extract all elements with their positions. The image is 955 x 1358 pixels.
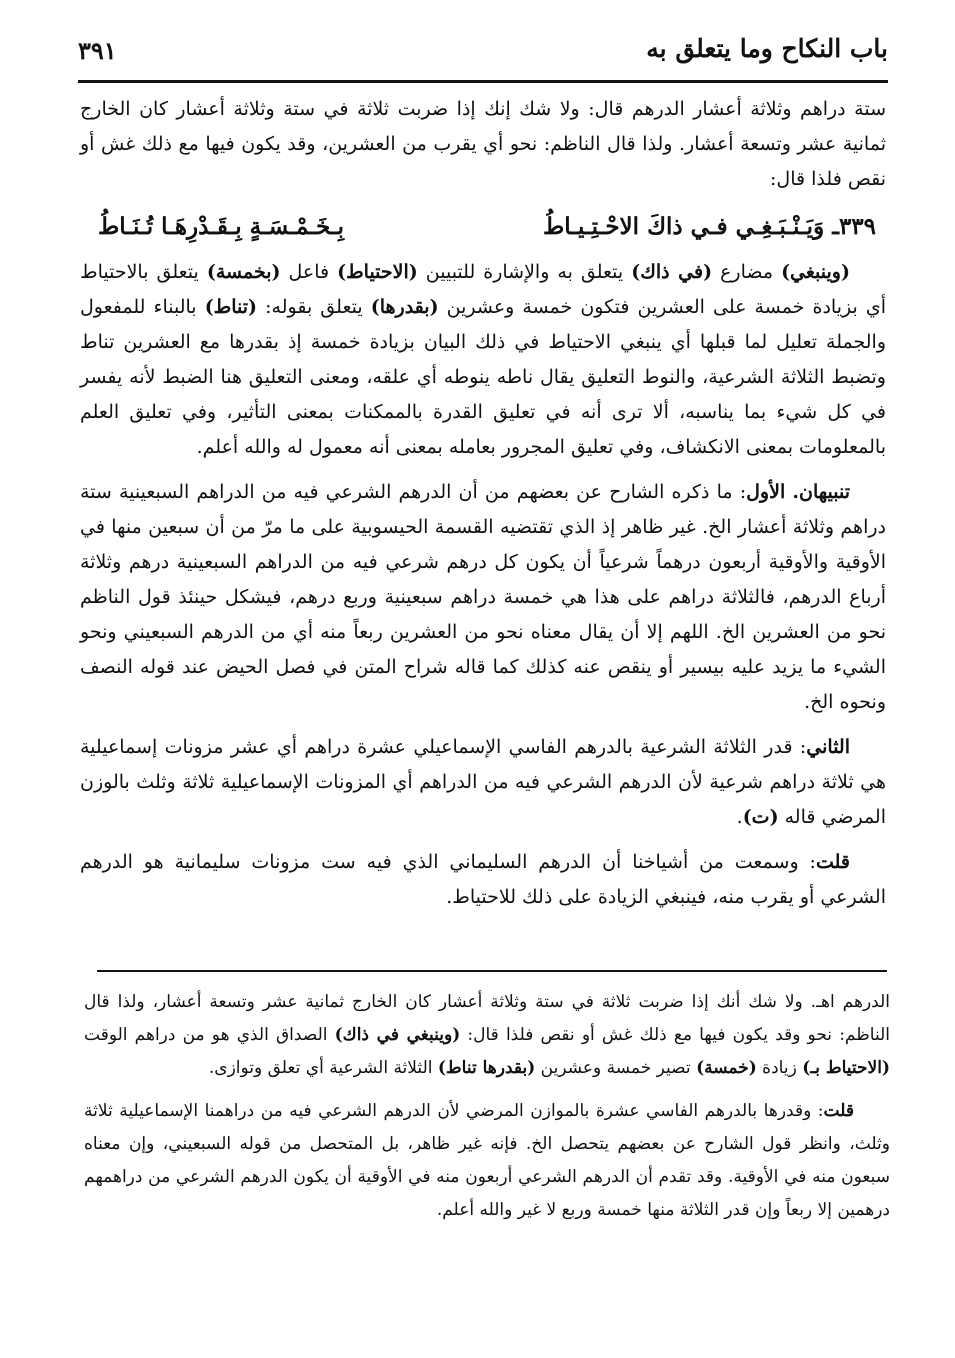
commentary-paragraph [80, 255, 886, 465]
footnote-term: (الاحتياط بـ) [802, 1058, 890, 1078]
second-label: الثاني [806, 736, 850, 758]
footnote-text: زيادة [756, 1058, 803, 1078]
commentary-text: يتعلق به والإشارة للتبيين [417, 261, 632, 283]
qult-label: قلت [815, 851, 850, 873]
qult-text: : وسمعت من أشياخنا أن الدرهم السليماني الذي فيه ست مزونات سليمانية هو الدرهم الشرعي أو يقرب منه، فينبغي الزيادة على ذلك للاحتياط. [80, 851, 886, 908]
footnote-text: : وقدرها بالدرهم الفاسي عشرة بالموازن المرضي لأن الدرهم الشرعي فيه من دراهمنا الإسماعيلية ثلاثة وثلث، وانظر قول الشارح عن بعضهم يتحصل الخ. فإنه غير ظاهر، بل المتحصل من قوله السبعيني، وإن معناه سبعون منه في الأوقية. وقد تقدم أن الدرهم الشرعي أربعون منه في الأوقية أن يكون الدرهم الشرعي من دراهمهم درهمين إلا ربعاً وإن قدر الثلاثة منها خمسة وربع لا غير والله أعلم. [84, 1101, 890, 1220]
verse-line [80, 207, 886, 249]
second-paragraph [80, 730, 886, 835]
commentary-text: مضارع [712, 261, 782, 283]
qult-paragraph [80, 845, 886, 915]
intro-paragraph: ستة دراهم وثلاثة أعشار الدرهم قال: ولا شك إنك إذا ضربت ثلاثة في ستة وثلاثة أعشار كان الخارج ثمانية عشر وتسعة أعشار. ولذا قال الناظم: نحو أي يقرب من العشرين، وقد يكون فيها مع ذلك غش أو نقص فلذا قال: [80, 98, 886, 190]
source-abbr: (ت) [742, 806, 779, 828]
footnote-qult-label: قلت [823, 1101, 854, 1121]
second-end: . [736, 806, 743, 828]
term-wa-yanbaghi: (وينبغي) [781, 261, 850, 283]
footnote-text: الدرهم اهـ. ولا شك أنك إذا ضربت ثلاثة في ستة وثلاثة أعشار كان الخارج ثمانية عشر وتسعة أعشار، ولذا قال الناظم: نحو وقد يكون فيها مع ذلك غش أو نقص فلذا قال: [84, 992, 890, 1045]
verse-first-hemistich: ٣٣٩ـ وَيَـنْـبَـغِـي فـي ذاكَ الاحْـتِـيـاطُ [542, 213, 876, 240]
footnote-paragraph-1 [84, 986, 890, 1085]
footnote-term: (خمسة) [696, 1058, 757, 1078]
term-bi-khamsa: (بخمسة) [206, 261, 281, 283]
page-header [78, 28, 888, 83]
footnote-divider [97, 970, 887, 972]
term-fi-dhak: (في ذاك) [631, 261, 713, 283]
commentary-text: يتعلق بقوله: [257, 296, 371, 318]
notice-paragraph [80, 475, 886, 720]
notice-text: : ما ذكره الشارح عن بعضهم من أن الدرهم الشرعي فيه من الدراهم السبعينية ستة دراهم وثلاثة أعشار الخ. غير ظاهر إذ الذي تقتضيه القسمة الحيسوبية على ما مرّ من أن سبعين منها في الأوقية والأوقية أربعون درهماً شرعياً أن يكون كل درهم شرعي فيه من الدراهم السبعينية درهم وثلاثة أرباع الدرهم، فالثلاثة دراهم على هذا هي خمسة دراهم سبعينية وربع درهم، فيشكل حينئذ قول الناظم نحو من العشرين الخ. اللهم إلا أن يقال معناه نحو من العشرين ربعاً منه أي من الدرهم السبعيني ونحو الشيء ما يزيد عليه بيسير أو ينقص عنه كذلك كما قاله شراح المتن في فصل الحيض عند قوله النصف ونحوه الخ. [80, 481, 887, 713]
footnote-text: الثلاثة الشرعية أي تعلق وتوازى. [208, 1058, 438, 1078]
main-text [80, 92, 886, 925]
commentary-text: فاعل [280, 261, 338, 283]
second-text: : قدر الثلاثة الشرعية بالدرهم الفاسي الإسماعيلي عشرة دراهم أي عشر مزونات إسماعيلية هي ثلاثة دراهم شرعية لأن الدرهم الشرعي فيه من الدراهم أي المزونات الإسماعيلية ثلاثة وثلث بالوزن المرضي قاله [80, 736, 886, 828]
term-bi-qadriha: (بقدرها) [370, 296, 439, 318]
verse-second-hemistich: بِـخَـمْـسَـةٍ بِـقَـدْرِهَـا تُـنَـاطُ [98, 213, 345, 240]
footnote-text: الصداق الذي هو من دراهم الوقت [84, 1025, 335, 1045]
footnote-term: (وينبغي في ذاك) [334, 1025, 461, 1045]
first-label: الأول [746, 481, 786, 503]
chapter-title: باب النكاح وما يتعلق به [646, 34, 888, 63]
footnote-term: (بقدرها تناط) [437, 1058, 536, 1078]
footnote-paragraph-2 [84, 1095, 890, 1227]
commentary-text: يتعلق بالاحتياط أي بزيادة خمسة على العشرين فتكون خمسة وعشرين [80, 261, 886, 318]
footnotes [84, 986, 890, 1237]
page-number: ٣٩١ [78, 36, 117, 65]
term-al-ihtiyat: (الاحتياط) [337, 261, 418, 283]
term-tunat: (تناط) [204, 296, 258, 318]
commentary-text: بالبناء للمفعول والجملة تعليل لما قبلها أي ينبغي الاحتياط في ذلك البيان بزيادة خمسة إذ بقدرها مع العشرين تناط وتضبط الثلاثة الشرعية، والنوط التعليق يقال ناطه ينوطه أي علقه، ومعنى التعليق هنا الضبط لأنه يفسر في كل شيء بما يناسبه، ألا ترى أنه في تعليق القدرة بالممكنات بمعنى التأثير، وفي تعليق العلم بالمعلومات بمعنى الانكشاف، وفي تعليق المجرور بعامله بمعنى أنه معمول له والله أعلم. [80, 296, 886, 458]
notice-label: تنبيهان. [792, 481, 850, 503]
footnote-text: تصير خمسة وعشرين [535, 1058, 697, 1078]
